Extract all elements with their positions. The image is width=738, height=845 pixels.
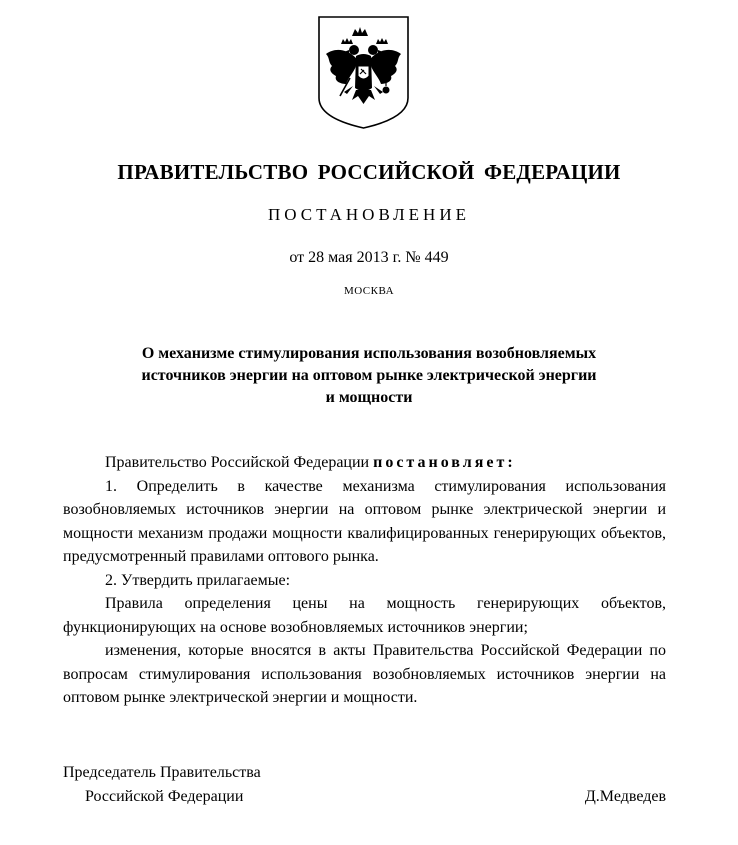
government-title: ПРАВИТЕЛЬСТВО РОССИЙСКОЙ ФЕДЕРАЦИИ	[117, 160, 621, 184]
document-title-line: и мощности	[325, 389, 413, 406]
paragraph-2: 2. Утвердить прилагаемые:	[105, 571, 291, 589]
document-place: МОСКВА	[343, 285, 395, 297]
paragraph-4: изменения, которые вносятся в акты Правительства Российской Федерации по вопросам стимулирования использования возобновляемых источников энергии на оптовом рынке электрической энергии и мощности.	[63, 642, 666, 706]
signatory-position	[63, 761, 261, 809]
intro-paragraph	[63, 451, 666, 475]
document-title-line: О механизме стимулирования использования возобновляемых	[141, 345, 597, 362]
document-title-line: источников энергии на оптовом рынке электрической энергии	[141, 367, 597, 384]
document-body	[63, 451, 666, 710]
document-date-number: от 28 мая 2013 г. № 449	[289, 249, 449, 266]
signatory-name: Д.Медведев	[584, 788, 666, 805]
intro-text: Правительство Российской Федерации	[105, 454, 374, 471]
russian-coat-of-arms-icon	[316, 14, 411, 131]
document-title	[0, 343, 738, 409]
signatory-position-line: Председатель Правительства	[63, 764, 261, 781]
paragraph-3: Правила определения цены на мощность генерирующих объектов, функционирующих на основе возобновляемых источников энергии;	[63, 595, 666, 636]
document-type: ПОСТАНОВЛЕНИЕ	[267, 205, 470, 224]
paragraph-1: 1. Определить в качестве механизма стимулирования использования возобновляемых источников энергии на оптовом рынке электрической энергии и мощности механизм продажи мощности квалифицированных генерирующих объектов, предусмотренный правилами оптового рынка.	[63, 477, 666, 565]
resolution-word: постановляет:	[373, 454, 516, 471]
signatory-position-line: Российской Федерации	[85, 788, 244, 805]
